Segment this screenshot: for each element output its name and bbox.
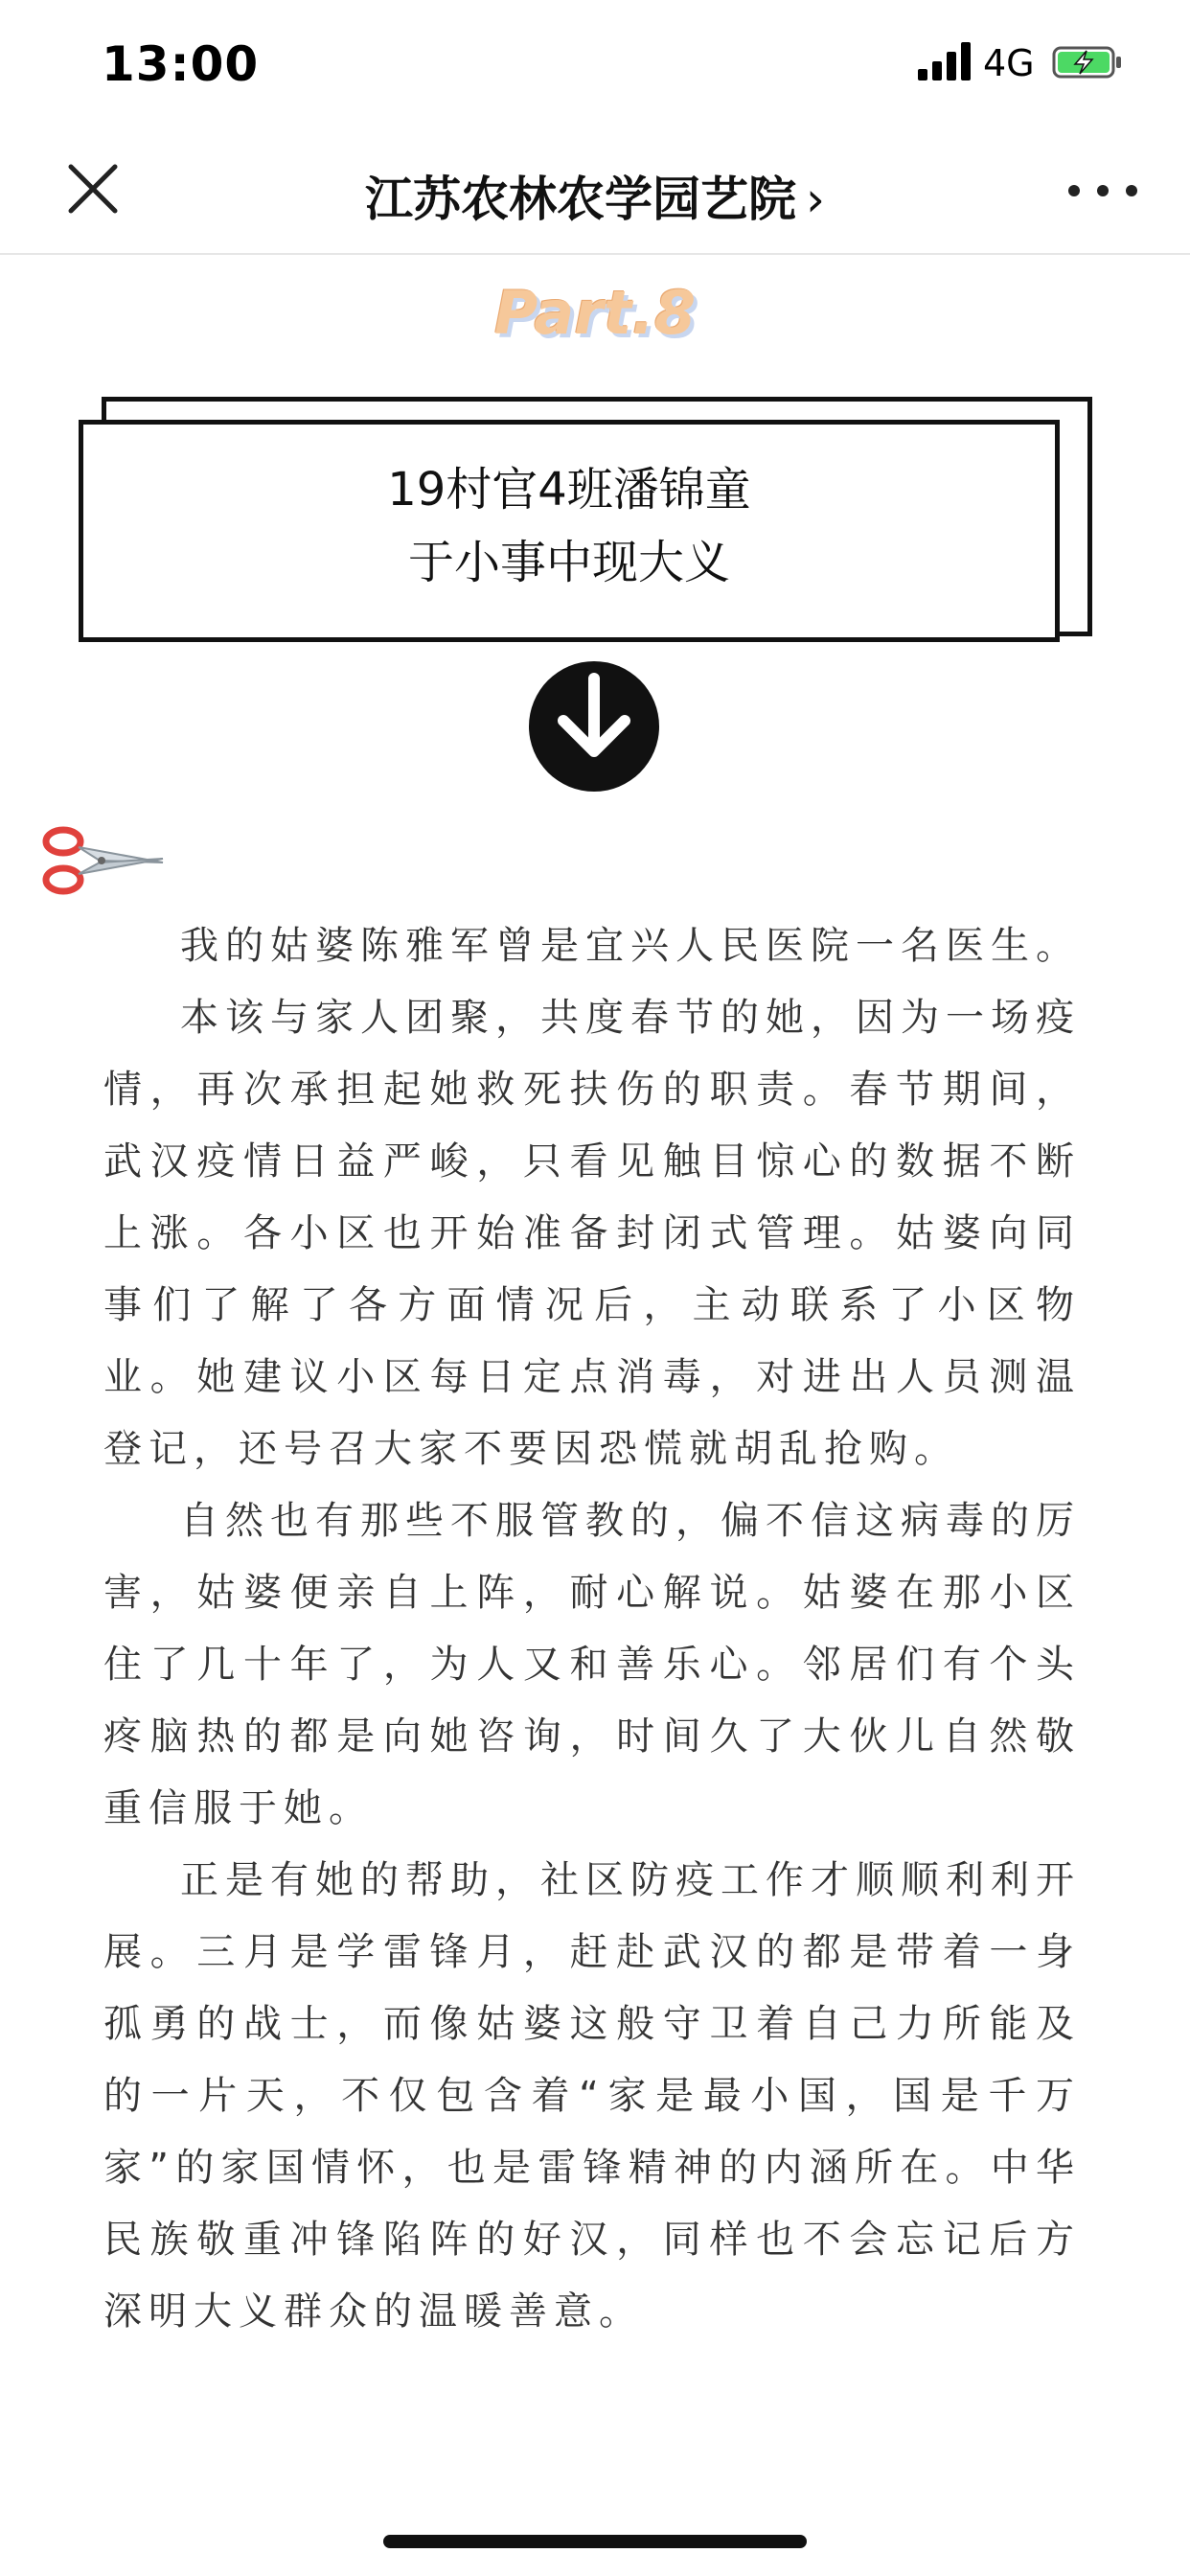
more-dots-icon[interactable] (1060, 167, 1146, 215)
account-name: 江苏农林农学园艺院 (365, 172, 796, 227)
title-box-line-2: 于小事中现大义 (407, 536, 730, 589)
account-title[interactable] (0, 161, 1190, 230)
arrow-down-circle-icon (527, 659, 661, 794)
status-bar (0, 0, 1190, 126)
nav-bar (0, 126, 1190, 255)
chevron-right-icon: › (806, 172, 825, 227)
home-indicator[interactable] (383, 2535, 807, 2548)
part-label: Part.8 (493, 278, 697, 348)
battery-charging-icon (1052, 46, 1123, 79)
network-type: 4G (983, 42, 1035, 84)
title-box-line-1: 19村官4班潘锦童 (387, 463, 751, 517)
article-paragraph: 正是有她的帮助，社区防疫工作才顺顺利利开展。三月是学雷锋月，赶赴武汉的都是带着一身孤勇的战士，而像姑婆这般守卫着自己力所能及的一片天，不仅包含着“家是最小国，国是千万家”的家国情怀，也是雷锋精神的内涵所在。中华民族敬重冲锋陷阵的好汉，同样也不会忘记后方深明大义群众的温暖善意。 (103, 1858, 1081, 2334)
article-body (103, 910, 1081, 2348)
status-time: 13:00 (102, 36, 260, 92)
title-box (79, 420, 1060, 642)
article-paragraph: 本该与家人团聚，共度春节的她，因为一场疫情，再次承担起她救死扶伤的职责。春节期间，武汉疫情日益严峻，只看见触目惊心的数据不断上涨。各小区也开始准备封闭式管理。姑婆向同事们了解了各方面情况后，主动联系了小区物业。她建议小区每日定点消毒，对进出人员测温登记，还号召大家不要因恐慌就胡乱抢购。 (103, 996, 1081, 1471)
signal-icon (918, 42, 972, 80)
scissors-icon (42, 822, 167, 899)
article-paragraph: 自然也有那些不服管教的，偏不信这病毒的厉害，姑婆便亲自上阵，耐心解说。姑婆在那小区住了几十年了，为人又和善乐心。邻居们有个头疼脑热的都是向她咨询，时间久了大伙儿自然敬重信服于她。 (103, 1499, 1081, 1830)
article-paragraph: 我的姑婆陈雅军曾是宜兴人民医院一名医生。 (180, 924, 1081, 968)
